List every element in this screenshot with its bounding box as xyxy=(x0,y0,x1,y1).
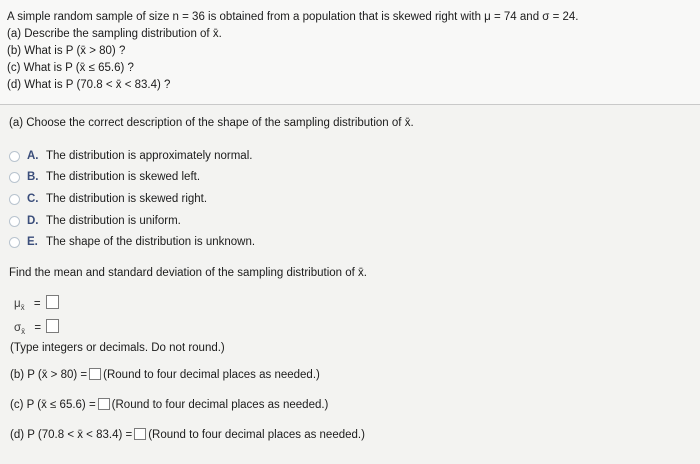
radio-icon[interactable] xyxy=(9,237,20,248)
answer-d-label: (d) P (70.8 < x̄ < 83.4) = xyxy=(10,429,133,441)
answer-b-input[interactable] xyxy=(89,368,101,380)
part-b-question: (b) What is P (x̄ > 80) ? xyxy=(7,45,126,57)
answer-b-row xyxy=(10,368,320,382)
option-text: The distribution is skewed right. xyxy=(46,193,208,205)
radio-icon[interactable] xyxy=(9,172,20,183)
answer-c-label: (c) P (x̄ ≤ 65.6) = xyxy=(10,399,96,411)
answer-b-label: (b) P (x̄ > 80) = xyxy=(10,369,88,381)
option-letter: B. xyxy=(27,171,39,183)
answer-d-row xyxy=(10,428,365,442)
radio-icon[interactable] xyxy=(9,151,20,162)
question-a-prompt: (a) Choose the correct description of the shape of the sampling distribution of x̄. xyxy=(9,117,414,129)
option-letter: D. xyxy=(27,215,39,227)
xbar-subscript: x̄ xyxy=(21,327,26,336)
answer-b-hint: (Round to four decimal places as needed.) xyxy=(103,369,320,381)
sigma-symbol: σ xyxy=(14,322,22,334)
answer-d-input[interactable] xyxy=(134,428,146,440)
xbar-subscript: x̄ xyxy=(20,303,25,312)
option-letter: C. xyxy=(27,193,39,205)
type-note: (Type integers or decimals. Do not round.) xyxy=(10,342,225,354)
radio-icon[interactable] xyxy=(9,216,20,227)
part-c-question: (c) What is P (x̄ ≤ 65.6) ? xyxy=(7,62,134,74)
part-a-question: (a) Describe the sampling distribution of x̄. xyxy=(7,28,222,40)
sd-input[interactable] xyxy=(46,319,59,333)
mean-sd-prompt: Find the mean and standard deviation of the sampling distribution of x̄. xyxy=(9,267,367,279)
radio-icon[interactable] xyxy=(9,194,20,205)
option-text: The distribution is skewed left. xyxy=(46,171,201,183)
option-text: The distribution is uniform. xyxy=(46,215,181,227)
answer-d-hint: (Round to four decimal places as needed.) xyxy=(148,429,365,441)
mu-symbol: μ xyxy=(14,298,21,310)
answer-c-row xyxy=(10,398,328,412)
problem-intro: A simple random sample of size n = 36 is obtained from a population that is skewed right with μ = 74 and σ = 24. xyxy=(7,11,579,23)
sd-row xyxy=(14,319,61,339)
mean-input[interactable] xyxy=(46,295,59,309)
answer-c-input[interactable] xyxy=(98,398,110,410)
mean-row xyxy=(14,295,61,315)
option-text: The distribution is approximately normal. xyxy=(46,150,253,162)
part-d-question: (d) What is P (70.8 < x̄ < 83.4) ? xyxy=(7,79,171,91)
option-letter: A. xyxy=(27,150,39,162)
equals-sign: = xyxy=(34,322,42,334)
equals-sign: = xyxy=(33,298,41,310)
option-text: The shape of the distribution is unknown. xyxy=(46,236,256,248)
option-letter: E. xyxy=(27,236,38,248)
answer-c-hint: (Round to four decimal places as needed.) xyxy=(111,399,329,411)
